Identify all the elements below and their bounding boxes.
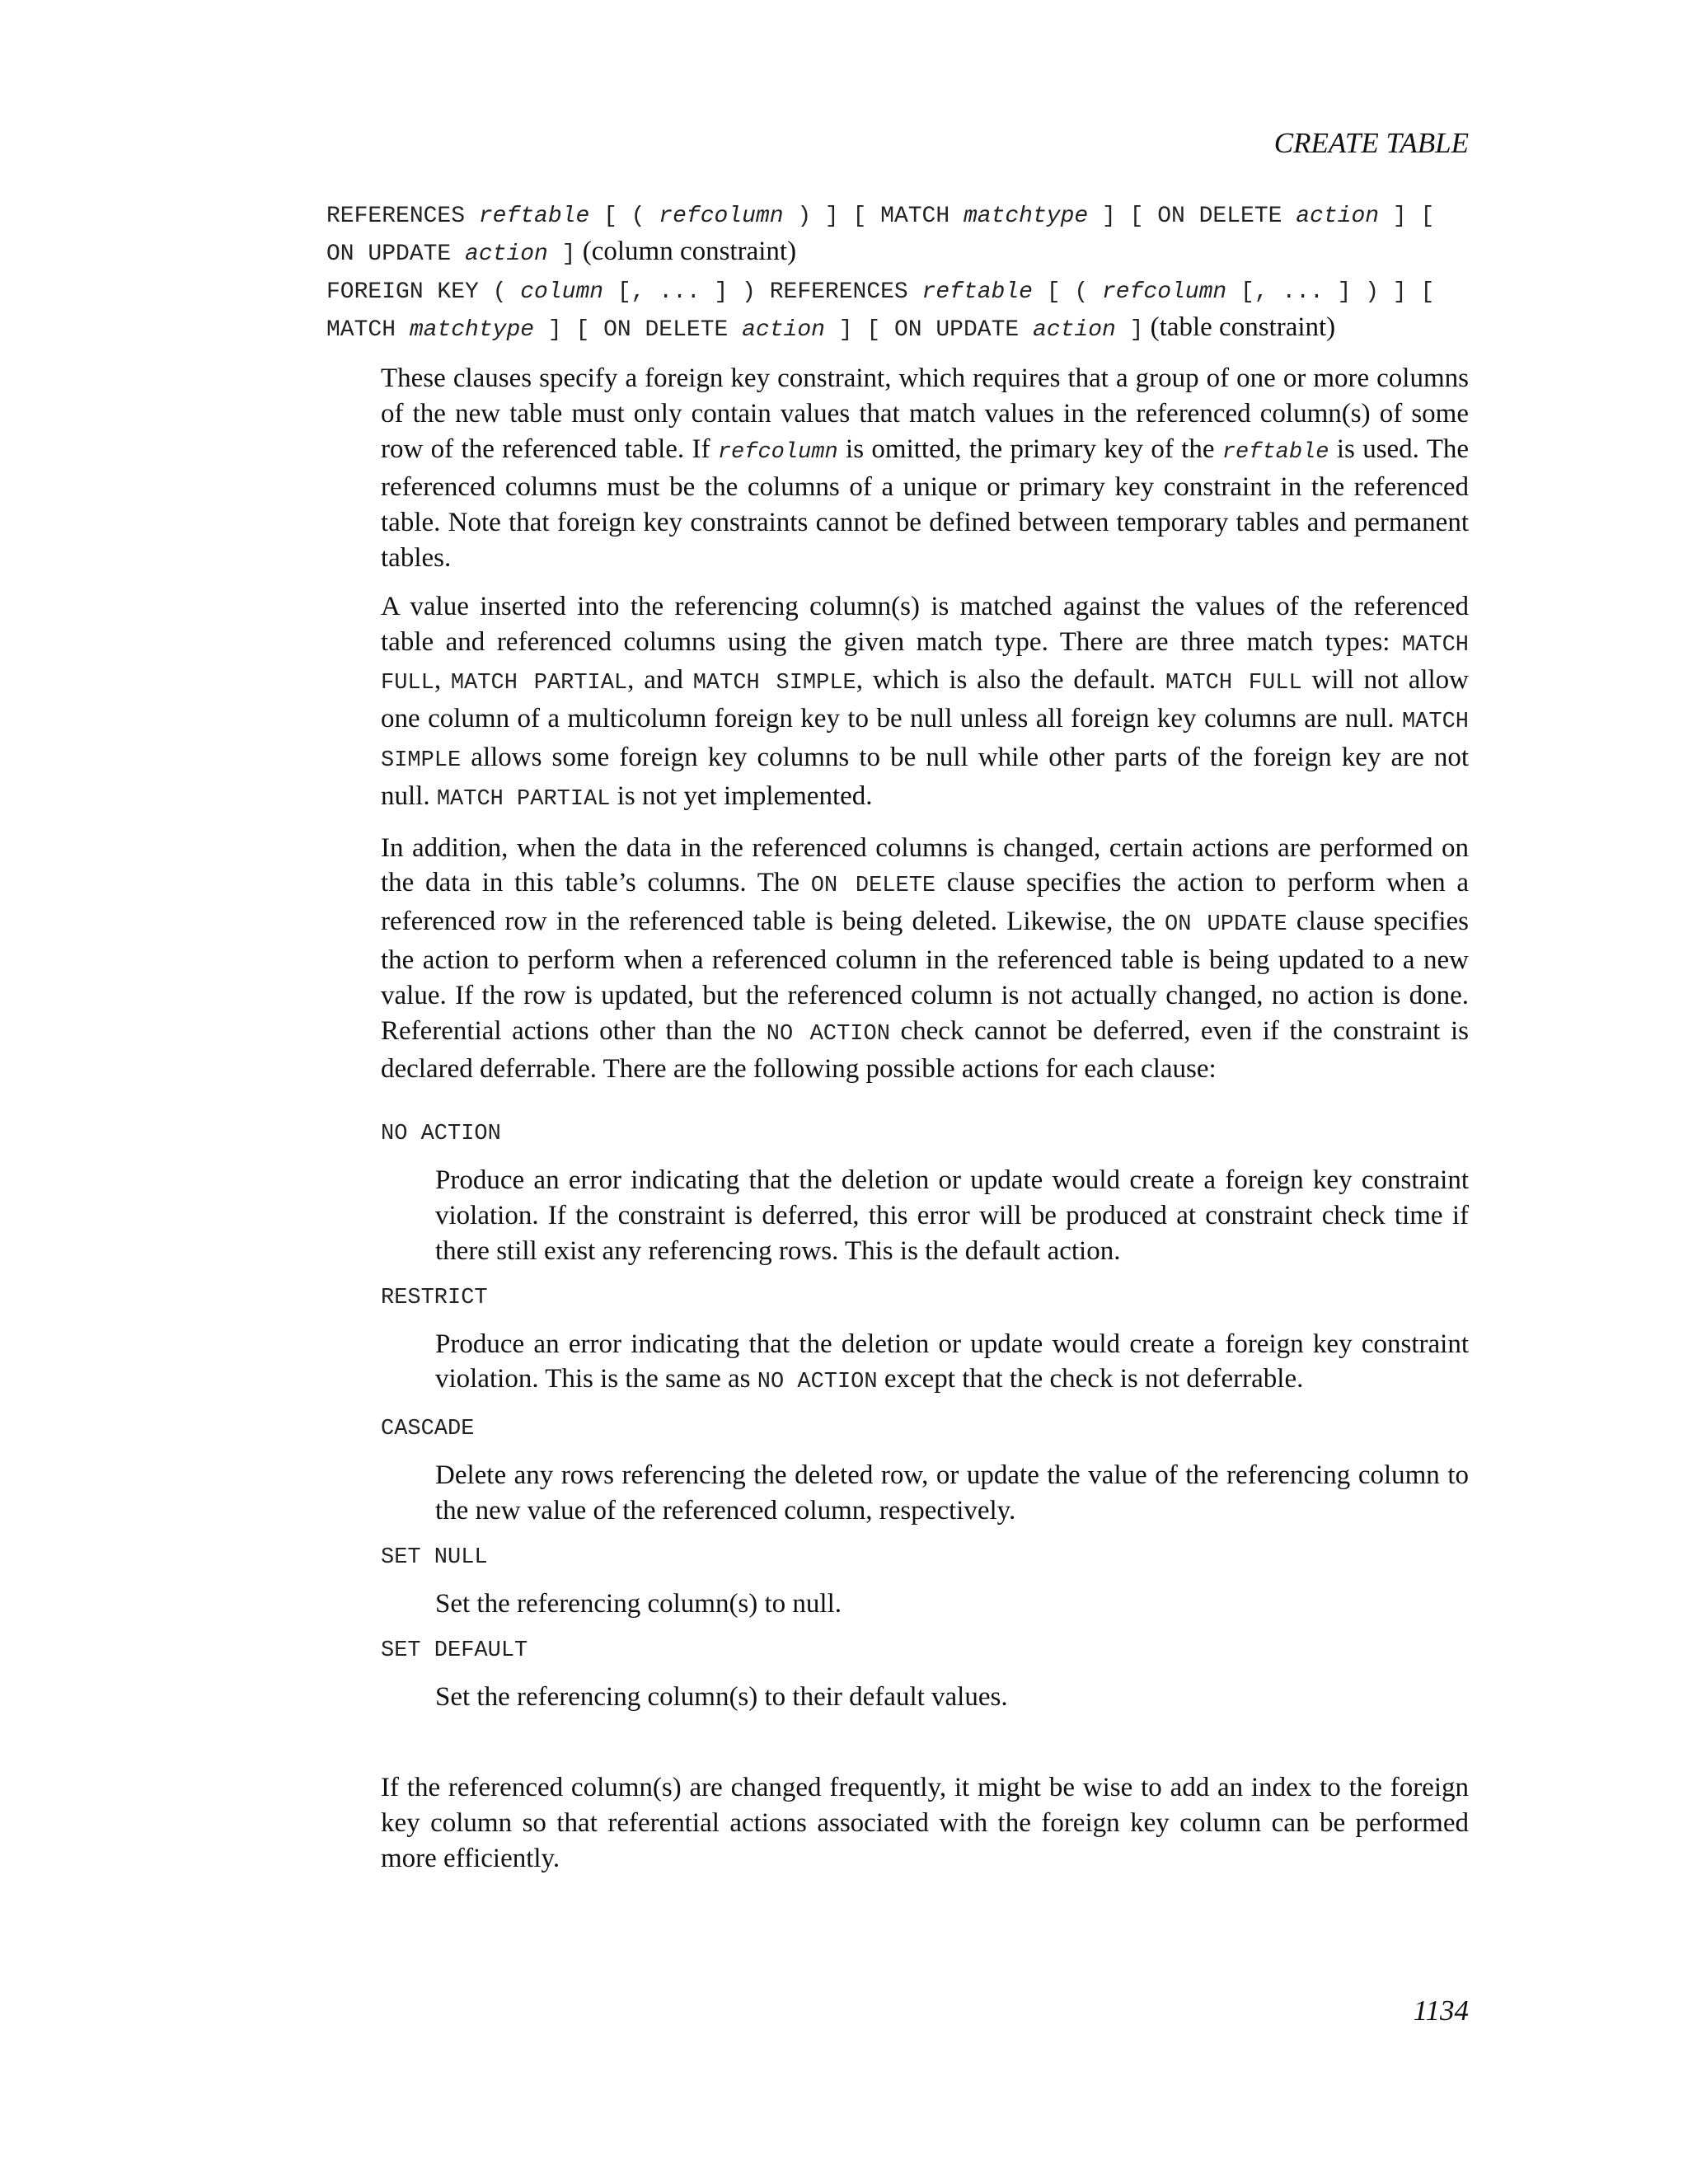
action-desc-no-action: Produce an error indicating that the deletion or update would create a foreign key constraint violation. If the constraint is deferred, this error will be produced at constraint check time if there still exist any referencing rows. This is the default action. [435,1165,1469,1266]
inline-code: MATCH PARTIAL [450,671,628,696]
code-text: MATCH [326,317,410,343]
code-text: [ ( [1032,279,1102,305]
code-param: refcolumn [1101,279,1227,305]
code-text: ] [547,241,576,267]
inline-code: MATCH SIMPLE [381,710,1469,773]
code-text: REFERENCES [326,204,479,229]
synopsis-note: (column constraint) [575,237,797,266]
code-text: ] [ [1379,204,1435,229]
code-text: [ ( [589,204,659,229]
inline-code: NO ACTION [766,1021,890,1047]
synopsis-line [326,196,1469,234]
paragraph-foreign-key: These clauses specify a foreign key constraint, which requires that a group of one or more columns of the new table must only contain values that match values in the referenced column(s) of some row of the referenced table. If refcolumn is omitted, the primary key of the reftable is used. The referenced columns must be the columns of a unique or primary key constraint in the referenced table. Note that foreign key constraints cannot be defined between temporary tables and permanent tables. [381,363,1469,573]
code-text: ] [ ON DELETE [534,317,743,343]
action-list [326,1120,1469,1714]
code-param: action [465,241,548,267]
inline-code: ON DELETE [810,874,936,899]
document-body [326,196,1469,1890]
inline-code: ON UPDATE [1165,912,1287,938]
code-text: ) ] [ MATCH [783,204,964,229]
action-desc-cascade: Delete any rows referencing the deleted row, or update the value of the referencing column to the new value of the referenced column, respectively. [435,1460,1469,1526]
code-param: action [1032,317,1116,343]
code-text: FOREIGN KEY ( [326,279,521,305]
code-text: ] [ ON DELETE [1088,204,1296,229]
code-param: matchtype [409,317,535,343]
paragraph-match-types: A value inserted into the referencing column(s) is matched against the values of the referenced table and referenced columns using the given match type. There are three match types: MATCH FULL, MATCH PARTIAL, and MATCH SIMPLE, which is also the default. MATCH FULL will not allow one column of a multicolumn foreign key to be null unless all foreign key columns are null. MATCH SIMPLE allows some foreign key columns to be null while other parts of the foreign key are not null. MATCH PARTIAL is not yet implemented. [381,591,1470,812]
action-term-cascade: CASCADE [381,1417,475,1442]
code-param: refcolumn [659,204,784,229]
code-text: ON UPDATE [326,241,466,267]
code-text: [, ... ] ) ] [ [1226,279,1435,305]
inline-code: MATCH FULL [381,632,1469,696]
inline-code: MATCH FULL [1165,671,1302,696]
code-text: [, ... ] ) REFERENCES [603,279,922,305]
synopsis-line [326,310,1469,348]
code-param: column [520,279,604,305]
code-param: reftable [921,279,1033,305]
code-param: reftable [1221,439,1329,465]
action-desc-set-null: Set the referencing column(s) to null. [435,1588,842,1619]
action-term-no-action: NO ACTION [381,1122,501,1147]
code-param: action [1296,204,1380,229]
synopsis-note: (table constraint) [1143,312,1336,342]
paragraph-referential-actions: In addition, when the data in the referenced columns is changed, certain actions are performed on the data in this table’s columns. The ON DELETE clause specifies the action to perform when a referenced row in the referenced table is being deleted. Likewise, the ON UPDATE clause specifies the action to perform when a referenced column in the referenced table is being updated to a new value. If the row is updated, but the referenced column is not actually changed, no action is done. Referential actions other than the NO ACTION check cannot be deferred, even if the constraint is declared deferrable. There are the following possible actions for each clause: [381,832,1470,1085]
code-param: matchtype [963,204,1089,229]
synopsis-line [326,272,1469,310]
action-term-set-default: SET DEFAULT [381,1638,528,1663]
action-desc-set-default: Set the referencing column(s) to their default values. [435,1681,1008,1712]
code-param: action [742,317,825,343]
code-param: reftable [478,204,590,229]
inline-code: MATCH SIMPLE [692,671,856,696]
action-term-set-null: SET NULL [381,1544,488,1570]
action-desc-restrict: Produce an error indicating that the deletion or update would create a foreign key constraint violation. This is the same as NO ACTION except that the check is not deferrable. [435,1329,1469,1395]
inline-code: NO ACTION [757,1370,878,1395]
synopsis-line [326,234,1469,272]
paragraph-index-advice: If the referenced column(s) are changed frequently, it might be wise to add an index to the foreign key column so that referential actions associated with the foreign key column can be performed more efficiently. [381,1773,1469,1873]
syntax-synopsis [326,196,1469,348]
page-number: 1134 [1413,1994,1469,2027]
inline-code: MATCH PARTIAL [436,786,611,812]
running-header: CREATE TABLE [1273,127,1469,159]
code-text: ] [1115,317,1144,343]
action-term-restrict: RESTRICT [381,1285,488,1310]
code-text: ] [ ON UPDATE [824,317,1033,343]
code-param: refcolumn [717,439,838,465]
